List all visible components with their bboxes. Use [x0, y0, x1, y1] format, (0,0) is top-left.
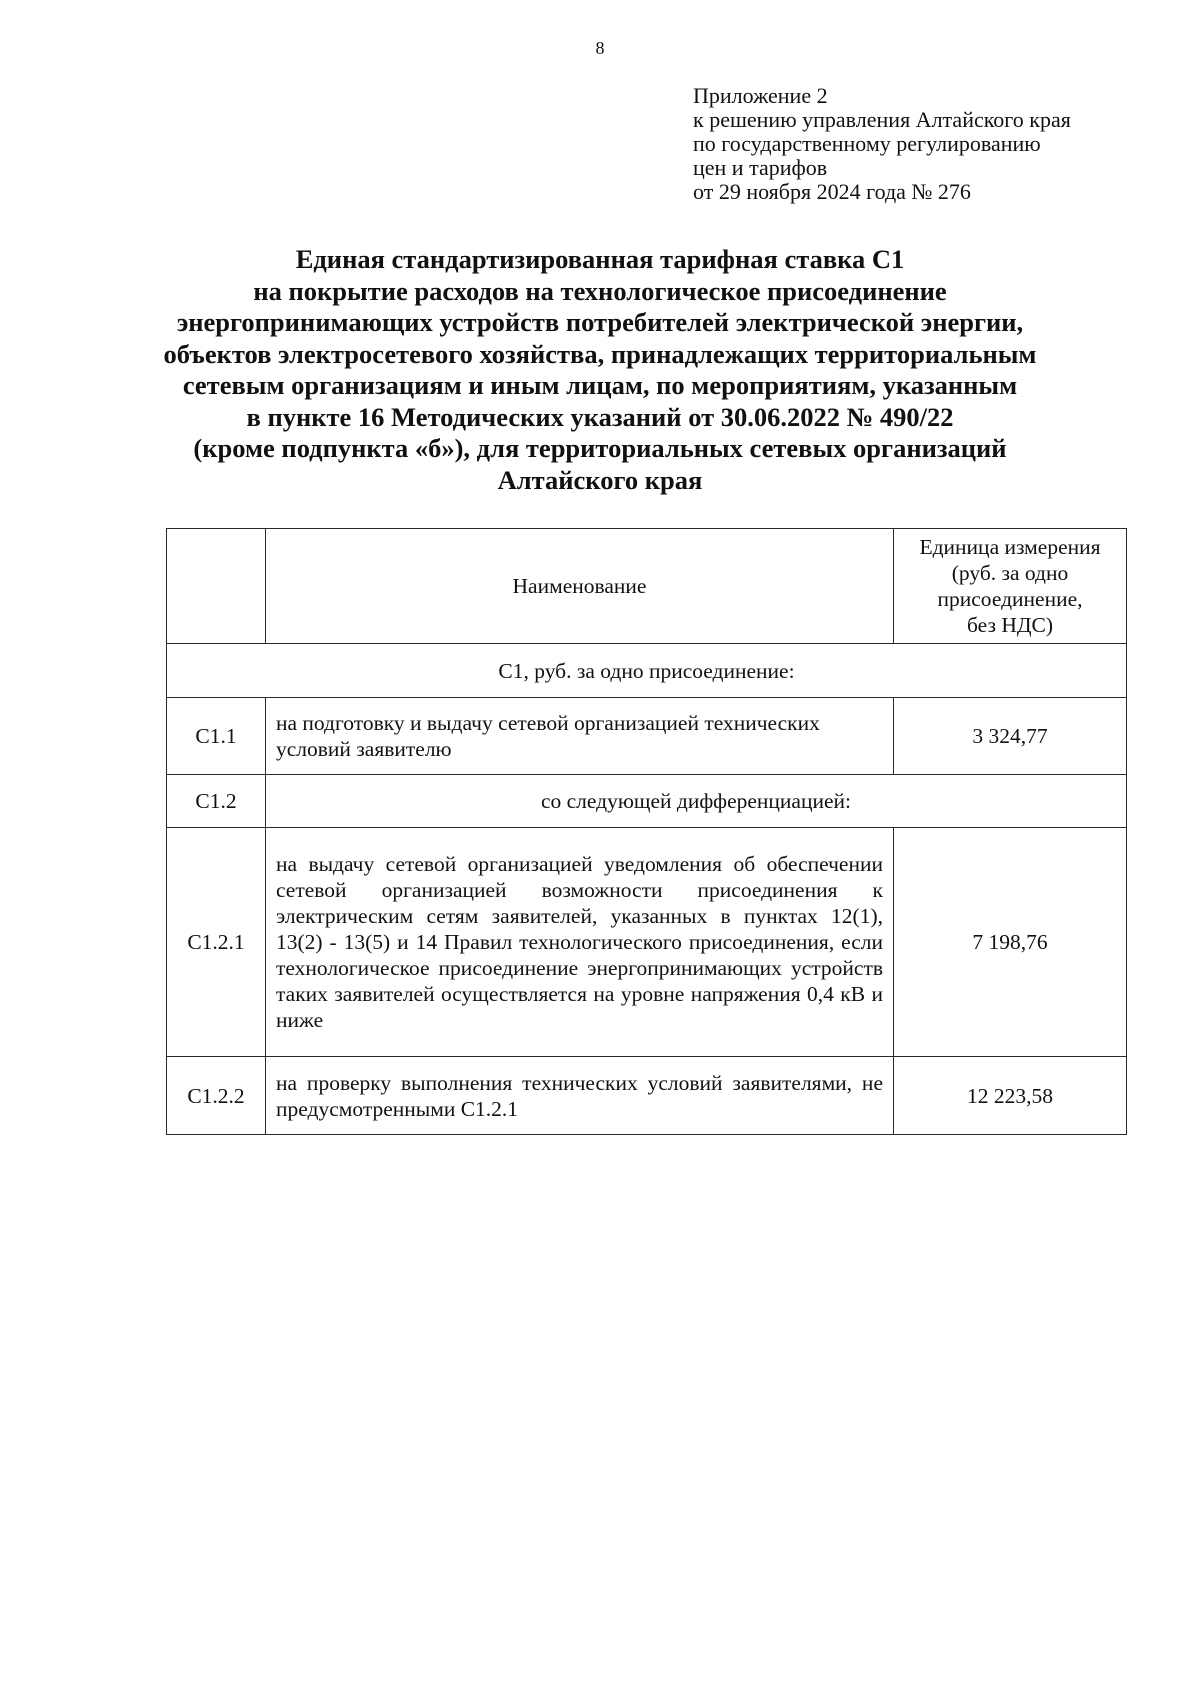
header-unit-line: (руб. за одно [951, 561, 1069, 585]
document-title [150, 244, 1050, 496]
header-unit-line: присоединение, [937, 587, 1083, 611]
appendix-line: Приложение 2 [693, 83, 828, 108]
title-line: в пункте 16 Методических указаний от 30.06.2022 № 490/22 [246, 401, 954, 432]
section-cell: С1, руб. за одно присоединение: [167, 644, 1127, 698]
appendix-block [693, 84, 1173, 204]
header-unit-line: Единица измерения [919, 535, 1101, 559]
row-name-cell: на проверку выполнения технических условий заявителями, не предусмотренными С1.2.1 [266, 1057, 894, 1135]
header-name-cell: Наименование [266, 529, 894, 644]
header-code-cell [167, 529, 266, 644]
appendix-line: к решению управления Алтайского края [693, 107, 1071, 132]
title-line: (кроме подпункта «б»), для территориальных сетевых организаций [193, 433, 1007, 463]
table-header-row [167, 529, 1127, 644]
title-line: Алтайского края [497, 464, 703, 495]
row-value-cell: 12 223,58 [894, 1057, 1127, 1135]
title-line: Единая стандартизированная тарифная ставка С1 [295, 244, 905, 274]
table-section-row [167, 644, 1127, 698]
table-row [167, 775, 1127, 828]
table-row [167, 828, 1127, 1057]
row-code-cell: С1.2.1 [167, 828, 266, 1057]
row-name-cell: на выдачу сетевой организацией уведомления об обеспечении сетевой организацией возможности присоединения к электрическим сетям заявителей, указанных в пунктах 12(1), 13(2) - 13(5) и 14 Правил технологического присоединения, если технологическое присоединение энергопринимающих устройств таких заявителей осуществляется на уровне напряжения 0,4 кВ и ниже [266, 828, 894, 1057]
appendix-line: по государственному регулированию [693, 131, 1041, 156]
table-row [167, 1057, 1127, 1135]
row-code-cell: С1.2 [167, 775, 266, 828]
row-code-cell: С1.2.2 [167, 1057, 266, 1135]
row-value-cell: 7 198,76 [894, 828, 1127, 1057]
header-unit-line: без НДС) [966, 613, 1054, 637]
row-code-cell: С1.1 [167, 698, 266, 775]
appendix-line: от 29 ноября 2024 года № 276 [693, 179, 971, 204]
header-unit-cell [894, 529, 1127, 644]
title-line: объектов электросетевого хозяйства, принадлежащих территориальным [163, 338, 1037, 369]
row-value-cell: 3 324,77 [894, 698, 1127, 775]
title-line: на покрытие расходов на технологическое присоединение [253, 275, 947, 306]
title-line: энергопринимающих устройств потребителей электрической энергии, [176, 307, 1024, 337]
row-name-cell: со следующей дифференциацией: [266, 775, 1127, 828]
row-name-cell: на подготовку и выдачу сетевой организацией технических условий заявителю [266, 698, 894, 775]
title-line: сетевым организациям и иным лицам, по мероприятиям, указанным [182, 370, 1018, 400]
tariff-table [166, 528, 1127, 1135]
table-row [167, 698, 1127, 775]
page-number: 8 [595, 38, 605, 58]
appendix-line: цен и тарифов [693, 155, 828, 180]
